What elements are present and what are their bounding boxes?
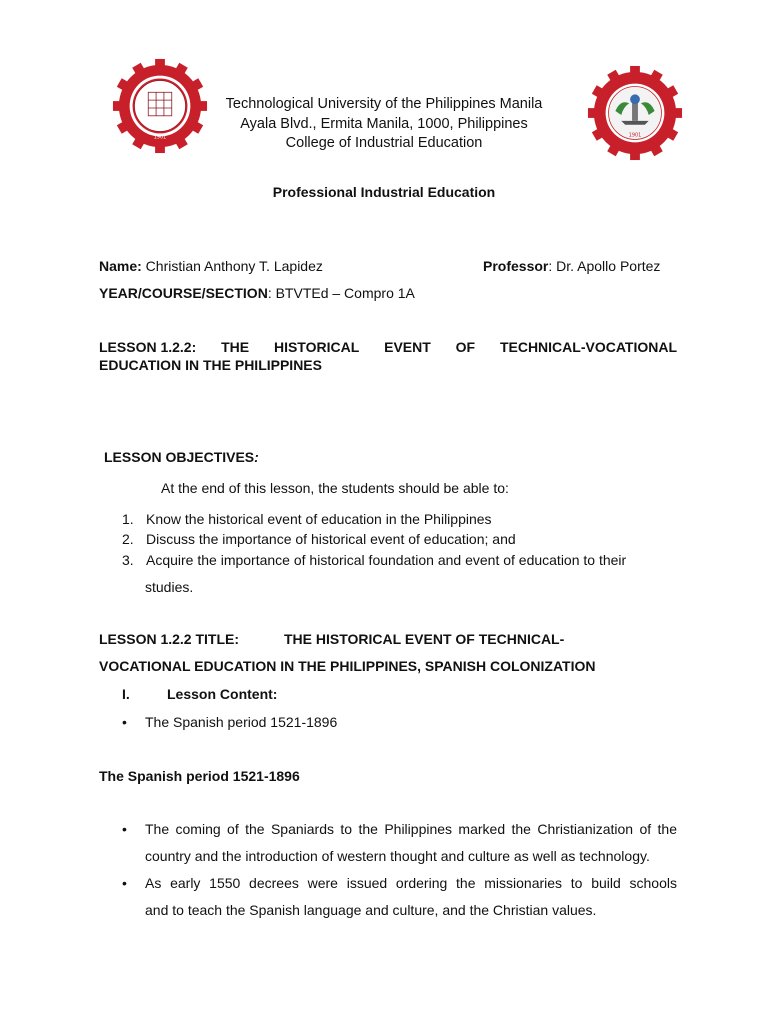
name-label: Name: — [99, 258, 142, 274]
objective-text: Know the historical event of education in the Philippines — [146, 511, 492, 527]
objective-item — [122, 510, 492, 528]
course-title: Professional Industrial Education — [272, 184, 496, 200]
objective-text: Discuss the importance of historical event of education; and — [146, 531, 516, 547]
university-address: Ayala Blvd., Ermita Manila, 1000, Philippines — [240, 116, 528, 132]
student-name — [99, 257, 323, 275]
professor-label: Professor — [483, 258, 549, 274]
objectives-intro: At the end of this lesson, the students should be able to: — [161, 480, 509, 496]
lesson-word: THE — [221, 339, 250, 355]
section-bullet-line: and to teach the Spanish language and culture, and the Christian values. — [145, 902, 597, 918]
objective-item-continuation: studies. — [145, 579, 194, 595]
content-roman-numeral: I. — [122, 686, 130, 702]
lesson-title-line2: VOCATIONAL EDUCATION IN THE PHILIPPINES, SPANISH COLONIZATION — [99, 658, 596, 674]
lesson-word: EVENT — [384, 339, 431, 355]
objective-text: Acquire the importance of historical foundation and event of education to their — [146, 552, 627, 568]
objective-number: 3. — [122, 552, 134, 568]
section-heading: The Spanish period 1521-1896 — [99, 768, 300, 784]
lesson-heading-line1 — [99, 338, 677, 356]
objective-number: 1. — [122, 511, 134, 527]
section-bullet-line: country and the introduction of western thought and culture as well as technology. — [145, 848, 650, 864]
professor-info — [483, 257, 660, 275]
objective-item — [122, 530, 516, 548]
lesson-word: HISTORICAL — [273, 339, 360, 355]
lesson-word: OF — [455, 339, 476, 355]
content-bullet: The Spanish period 1521-1896 — [145, 714, 338, 730]
objectives-heading-text: LESSON OBJECTIVES — [104, 449, 255, 465]
section-bullet-line: As early 1550 decrees were issued ordering the missionaries to build schools — [145, 875, 677, 891]
objective-item — [122, 551, 626, 569]
objectives-heading-colon: : — [254, 449, 259, 465]
lesson-word: TECHNICAL-VOCATIONAL — [499, 339, 677, 355]
right-logo-year: 1901 — [628, 132, 642, 139]
objective-number: 2. — [122, 531, 134, 547]
left-logo-year: 1901 — [153, 134, 167, 141]
name-value: Christian Anthony T. Lapidez — [141, 258, 323, 274]
college-name: College of Industrial Education — [285, 135, 483, 151]
professor-value: : Dr. Apollo Portez — [548, 258, 661, 274]
year-course-section — [99, 284, 415, 302]
content-heading: Lesson Content: — [167, 686, 278, 702]
lesson-title-line1: THE HISTORICAL EVENT OF TECHNICAL- — [284, 631, 565, 647]
bullet-icon: • — [122, 875, 127, 891]
lesson-code: LESSON 1.2.2: — [99, 339, 197, 355]
ycs-label: YEAR/COURSE/SECTION — [99, 285, 268, 301]
lesson-heading-line2: EDUCATION IN THE PHILIPPINES — [99, 357, 322, 373]
university-name: Technological University of the Philippines Manila — [225, 96, 543, 112]
bullet-icon: • — [122, 714, 127, 730]
ycs-value: : BTVTEd – Compro 1A — [267, 285, 415, 301]
objectives-heading — [104, 448, 259, 466]
bullet-icon: • — [122, 821, 127, 837]
section-bullet-line: The coming of the Spaniards to the Philippines marked the Christianization of the — [145, 821, 677, 837]
lesson-title-label: LESSON 1.2.2 TITLE: — [99, 631, 240, 647]
